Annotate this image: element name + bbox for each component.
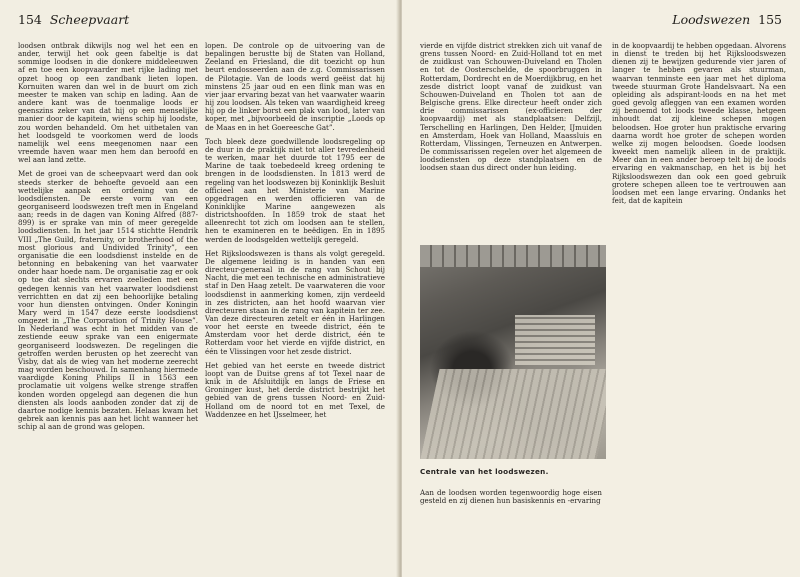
control-room-photo <box>420 245 606 459</box>
right-page <box>402 0 800 577</box>
paragraph: Aan de loodsen worden tegenwoordig hoge eisen gesteld en zij dienen hun basiskennis en -ervaring <box>420 488 602 506</box>
paragraph: Toch bleek deze goedwillende loodsregeling op de duur in de praktijk niet tot aller tevredenheid te werken, maar het duurde tot 1795 eer de Marine de taak toebedeeld kreeg ordening te brengen in de loodsdiensten. In 1813 werd de regeling van het loodswezen bij Koninklijk Besluit officieel aan het Ministerie van Marine opgedragen en werden officieren van de Koninklijke Marine aangewezen als districtshoofden. In 1859 trok de staat het alleenrecht tot zich om loodsen aan te stellen, hen te examineren en te beëdigen. En in 1895 werden de loodsgelden wettelijk geregeld. <box>205 136 385 244</box>
photo-ceiling <box>420 245 606 267</box>
paragraph: lopen. De controle op de uitvoering van de bepalingen berustte bij de Staten van Holland, Zeeland en Friesland, die dit toezicht op hun beurt endosseerden aan de z.g. Commissarissen de Pilotagie. Van de loods werd geëist dat hij minstens 25 jaar oud en een flink man was en vier jaar ervaring bezat van het vaarwater waarin hij zou loodsen. Als teken van waardigheid kreeg hij op de linker borst een plak van lood, later van koper, met „bijvoorbeeld de inscriptie „Loods op de Maas en in het Goereesche Gat”. <box>205 41 385 132</box>
right-column-1-top <box>420 42 602 179</box>
right-running-head <box>672 12 782 27</box>
right-running-title: Loodswezen <box>672 12 751 27</box>
left-column-1 <box>18 42 198 437</box>
paragraph: Het Rijksloodswezen is thans als volgt geregeld. De algemene leiding is in handen van een directeur-generaal in de rang van Schout bij Nacht, die met een technische en administratieve staf in Den Haag zetelt. De vaarwateren die voor loodsdienst in aanmerking komen, zijn verdeeld in zes districten, aan het hoofd waarvan vier directeuren staan in de rang van kapitein ter zee. Van deze directeuren zetelt er één in Harlingen voor het eerste en tweede district, één te Amsterdam voor het derde district, één te Rotterdam voor het vierde en vijfde district, en één te Vlissingen voor het zesde district. <box>205 248 385 356</box>
paragraph: Het gebied van het eerste en tweede district loopt van de Duitse grens af tot Texel naar de knik in de Afsluitdijk en langs de Friese en Groninger kust, het derde district bestrijkt het gebied van de grens tussen Noord- en Zuid-Holland om de noord tot en met Texel, de Waddenzee en het IJsselmeer, het <box>205 360 385 419</box>
paragraph: vierde en vijfde district strekken zich uit vanaf de grens tussen Noord- en Zuid-Holland tot en met de zuidkust van Schouwen-Duiveland en Tholen en tot de Oosterschelde, de spoorbruggen in Rotterdam, Dordrecht en de Moerdijkbrug, en het zesde district loopt vanaf de zuidkust van Schouwen-Duiveland en Tholen tot aan de Belgische grens. Elke directeur heeft onder zich drie commissarissen (ex-officieren der koopvaardij) met als standplaatsen: Delfzijl, Terschelling en Harlingen, Den Helder, IJmuiden en Amsterdam, Hoek van Holland, Maassluis en Rotterdam, Vlissingen, Terneuzen en Antwerpen. De commissarissen regelen over het algemeen de loodsdiensten op deze standplaatsen en de loodsen staan dus direct onder hun leiding. <box>420 41 602 173</box>
right-page-number: 155 <box>758 12 782 27</box>
left-running-title: Scheepvaart <box>49 12 130 27</box>
left-column-2 <box>205 42 385 425</box>
paragraph: loodsen ontbrak dikwijls nog wel het een en ander, terwijl het ook geen fabeltje is dat sommige loodsen in die donkere middeleeuwen af en toe een koopvaarder met rijke lading met opzet hoog op een zandbank lieten lopen. Kornuiten waren dan wel in de buurt om zich meester te maken van schip en lading. Aan de andere kant was de toenmalige loods er geenszins zeker van dat hij op een menselijke manier door de kapitein, wiens schip hij loodste, zou worden behandeld. Om het uitbetalen van het loodsgeld te voorkomen werd de loods namelijk wel eens meegenomen naar een vreemde haven waar men hem dan beroofd en wel aan land zette. <box>18 41 198 165</box>
left-page <box>0 0 398 577</box>
left-running-head <box>18 12 129 27</box>
photo-control-panel <box>515 315 595 365</box>
right-column-1-bottom <box>420 489 602 511</box>
right-column-2 <box>612 42 786 211</box>
photo-console-desk <box>420 369 606 459</box>
paragraph: Met de groei van de scheepvaart werd dan ook steeds sterker de behoefte gevoeld aan een wettelijke aanpak en ordening van de loodsdiensten. De eerste vorm van een georganiseerd loodswezen treft men in Engeland aan; reeds in de dagen van Koning Alfred (887-899) is er sprake van min of meer geregelde loodsdiensten. In het jaar 1514 stichtte Hendrik VIII „The Guild, fraternity, or brotherhood of the most glorious and Undivided Trinity”, een organisatie die een loodsdienst instelde en de betonning en bebakening van het vaarwater onder haar hoede nam. De organisatie zag er ook op toe dat slechts ervaren zeelieden met een gedegen kennis van het vaarwater loodsdienst verrichtten en dat zij een behoorlijke betaling voor hun diensten ontvingen. Onder Koningin Mary werd in 1547 deze eerste loodsdienst omgezet in „The Corporation of Trinity House”. In Nederland was echt in het midden van de zestiende eeuw sprake van een enigermate georganiseerd loodswezen. De regelingen die getroffen werden berusten op het zeerecht van Visby, dat als de wieg van het moderne zeerecht mag worden beschouwd. In samenhang hiermede vaardigde Koning Philips II in 1563 een proclamatie uit volgens welke strenge straffen konden worden opgelegd aan degenen die hun diensten als loods aanboden zonder dat zij de daartoe nodige kennis bezaten. Helaas kwam het gebrek aan kennis pas aan het licht wanneer het schip al aan de grond was gelopen. <box>18 169 198 432</box>
paragraph: in de koopvaardij te hebben opgedaan. Alvorens in dienst te treden bij het Rijksloodswezen dienen zij te bewijzen gedurende vier jaren of langer te hebben gevaren als stuurman, waarvan tenminste een jaar met het diploma tweede stuurman Grote Handelsvaart. Na een opleiding als adspirant-loods en na het met goed gevolg afleggen van een examen worden zij benoemd tot loods tweede klasse, hetgeen inhoudt dat zij kleine schepen mogen beloodsen. Hoe groter hun praktische ervaring daarna wordt hoe groter de schepen worden welke zij mogen beloodsen. Goede loodsen kweekt men namelijk alleen in de praktijk. Meer dan in een ander beroep telt bij de loods ervaring en vakmanschap, en het is bij het Rijksloodswezen dan ook een goed gebruik grotere schepen alleen toe te vertrouwen aan loodsen met een lange ervaring. Ondanks het feit, dat de kapitein <box>612 41 786 205</box>
left-page-number: 154 <box>18 12 42 27</box>
photo-caption: Centrale van het loodswezen. <box>420 467 549 476</box>
